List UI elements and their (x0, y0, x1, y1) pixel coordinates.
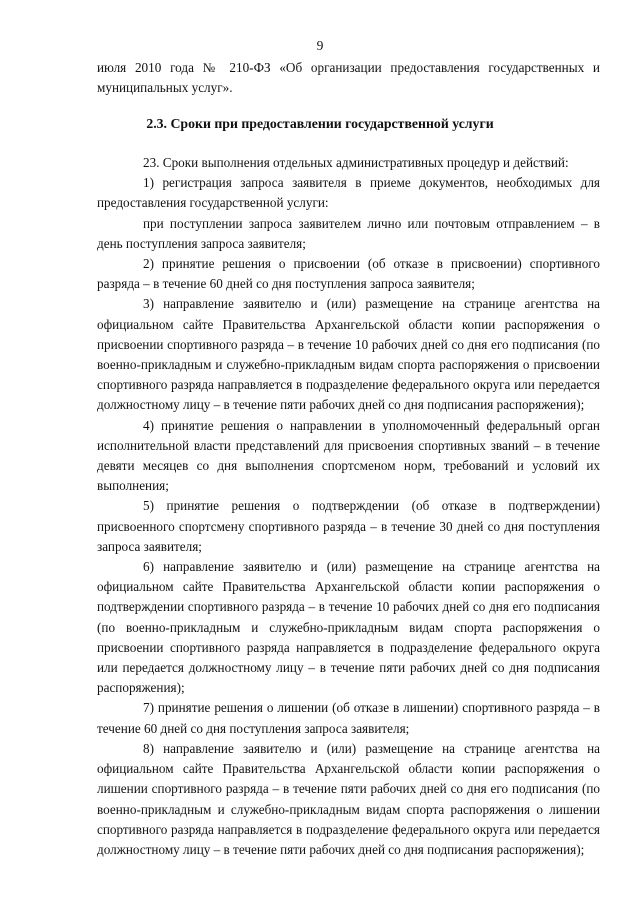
paragraph-item-4: 4) принятие решения о направлении в уполномоченный федеральный орган исполнительной власти представлений для присвоения спортивных званий – в течение девяти месяцев со дня выполнения спортсменом норм, требований и условий их выполнения; (97, 417, 600, 494)
page-number: 9 (316, 38, 324, 53)
paragraph-item-7: 7) принятие решения о лишении (об отказе в лишении) спортивного разряда – в течение 60 дней со дня поступления запроса заявителя; (97, 700, 600, 736)
section-heading: 2.3. Сроки при предоставлении государственной услуги (146, 116, 494, 131)
paragraph-item-3: 3) направление заявителю и (или) размещение на странице агентства на официальном сайте Правительства Архангельской области копии распоряжения о присвоении спортивного разряда – в течение 10 рабочих дней со дня его подписания (по военно-прикладным и служебно-прикладным видам спорта распоряжения о присвоении спортивного разряда направляется в подразделение федерального округа или передается должностному лицу – в течение пяти рабочих дней со дня подписания распоряжения); (97, 296, 600, 413)
section-body (97, 153, 600, 860)
paragraph-item-1: 1) регистрация запроса заявителя в приеме документов, необходимых для предоставления государственной услуги: (97, 175, 600, 211)
paragraph-item-2: 2) принятие решения о присвоении (об отказе в присвоении) спортивного разряда – в течение 60 дней со дня поступления запроса заявителя; (97, 256, 600, 292)
intro-paragraph: июля 2010 года № 210-ФЗ «Об организации предоставления государственных и муниципальных услуг». (97, 60, 600, 96)
paragraph-item-6: 6) направление заявителю и (или) размещение на странице агентства на официальном сайте Правительства Архангельской области копии распоряжения о подтверждении спортивного разряда – в течение 10 рабочих дней со дня его подписания (по военно-прикладным и служебно-прикладным видам спорта распоряжения о присвоении спортивного разряда направляется в подразделение федерального округа или передается должностному лицу – в течение пяти рабочих дней со дня подписания распоряжения); (97, 559, 600, 696)
paragraph-23: 23. Сроки выполнения отдельных административных процедур и действий: (143, 155, 569, 170)
paragraph-item-5: 5) принятие решения о подтверждении (об отказе в подтверждении) присвоенного спортсмену спортивного разряда – в течение 30 дней со дня поступления запроса заявителя; (97, 498, 600, 554)
paragraph-item-1-detail: при поступлении запроса заявителем лично или почтовым отправлением – в день поступления запроса заявителя; (97, 215, 600, 251)
intro-text (97, 58, 600, 98)
paragraph-item-8: 8) направление заявителю и (или) размещение на странице агентства на официальном сайте Правительства Архангельской области копии распоряжения о лишении спортивного разряда – в течение пяти рабочих дней со дня его подписания (по военно-прикладным и служебно-прикладным видам спорта распоряжения о лишении спортивного разряда направляется в подразделение федерального округа или передается должностному лицу – в течение пяти рабочих дней со дня подписания распоряжения); (97, 740, 600, 857)
